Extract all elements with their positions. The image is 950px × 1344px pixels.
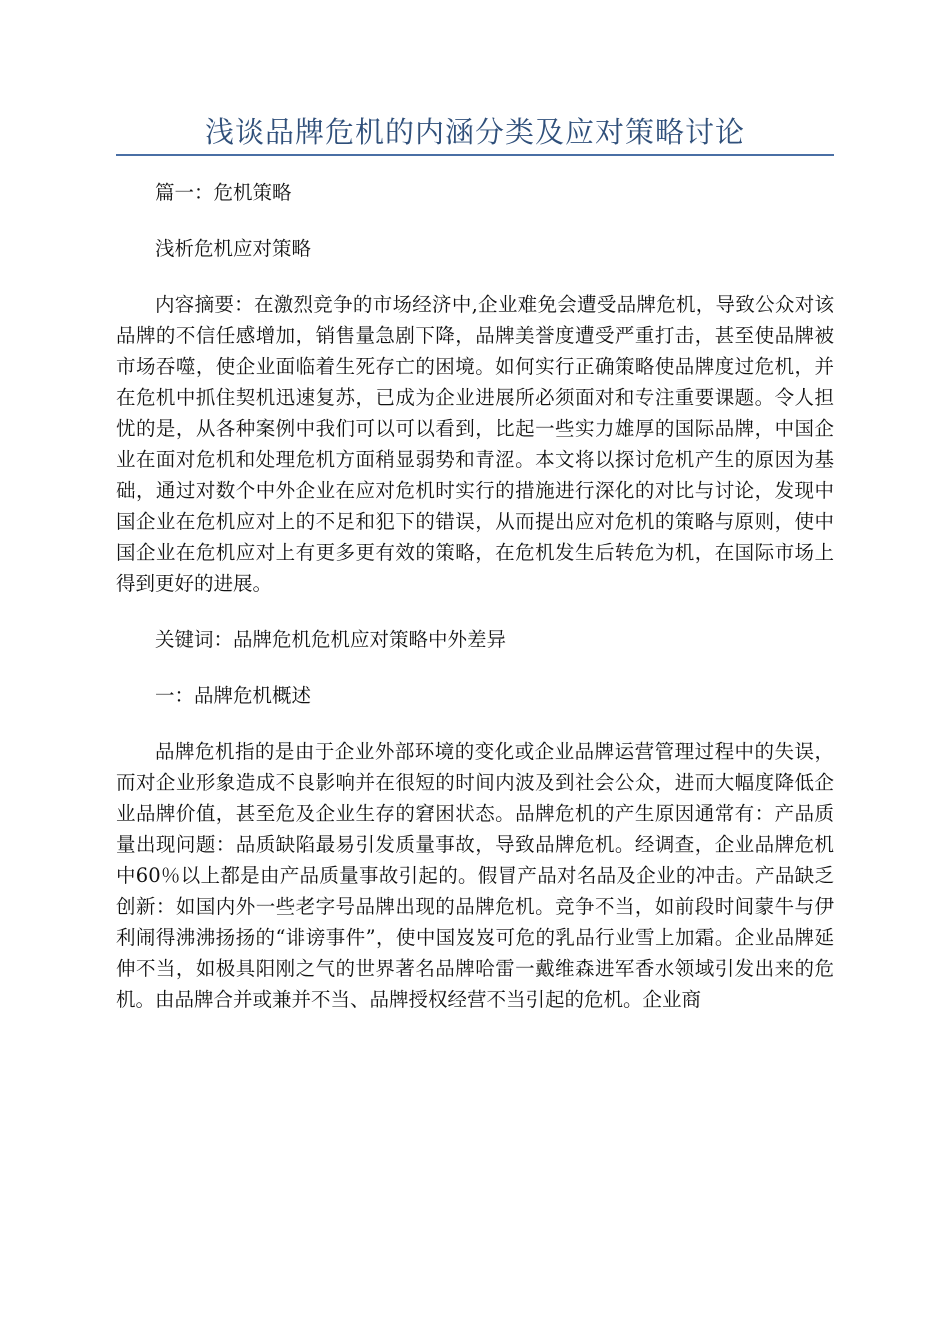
paragraph-overview: 品牌危机指的是由于企业外部环境的变化或企业品牌运营管理过程中的失误，而对企业形象造成不良影响并在很短的时间内波及到社会公众，进而大幅度降低企业品牌价值，甚至危及企业生存的窘困状态。品牌危机的产生原因通常有：产品质量出现问题：品质缺陷最易引发质量事故，导致品牌危机。经调查，企业品牌危机中60％以上都是由产品质量事故引起的。假冒产品对名品及企业的冲击。产品缺乏创新：如国内外一些老字号品牌出现的品牌危机。竞争不当，如前段时间蒙牛与伊利闹得沸沸扬扬的“诽谤事件”，使中国岌岌可危的乳品行业雪上加霜。企业品牌延伸不当，如极具阳刚之气的世界著名品牌哈雷一戴维森进军香水领域引发出来的危机。由品牌合并或兼并不当、品牌授权经营不当引起的危机。企业商 (116, 740, 834, 1011)
paragraph-section-heading: 篇一：危机策略 (155, 181, 292, 204)
document-title: 浅谈品牌危机的内涵分类及应对策略讨论 (204, 115, 745, 149)
paragraph-abstract: 内容摘要：在激烈竞争的市场经济中,企业难免会遭受品牌危机，导致公众对该品牌的不信任感增加，销售量急剧下降，品牌美誉度遭受严重打击，甚至使品牌被市场吞噬，使企业面临着生死存亡的困境。如何实行正确策略使品牌度过危机，并在危机中抓住契机迅速复苏，已成为企业进展所必须面对和专注重要课题。令人担忧的是，从各种案例中我们可以可以看到，比起一些实力雄厚的国际品牌，中国企业在面对危机和处理危机方面稍显弱势和青涩。本文将以探讨危机产生的原因为基础，通过对数个中外企业在应对危机时实行的措施进行深化的对比与讨论，发现中国企业在危机应对上的不足和犯下的错误，从而提出应对危机的策略与原则，使中国企业在危机应对上有更多更有效的策略，在危机发生后转危为机，在国际市场上得到更好的进展。 (116, 293, 834, 595)
paragraph-subtitle: 浅析危机应对策略 (155, 237, 312, 260)
paragraph-keywords: 关键词：品牌危机危机应对策略中外差异 (155, 628, 507, 651)
title-underline (116, 154, 834, 156)
paragraph-chapter-heading: 一：品牌危机概述 (155, 684, 312, 707)
document-body (116, 177, 834, 1040)
